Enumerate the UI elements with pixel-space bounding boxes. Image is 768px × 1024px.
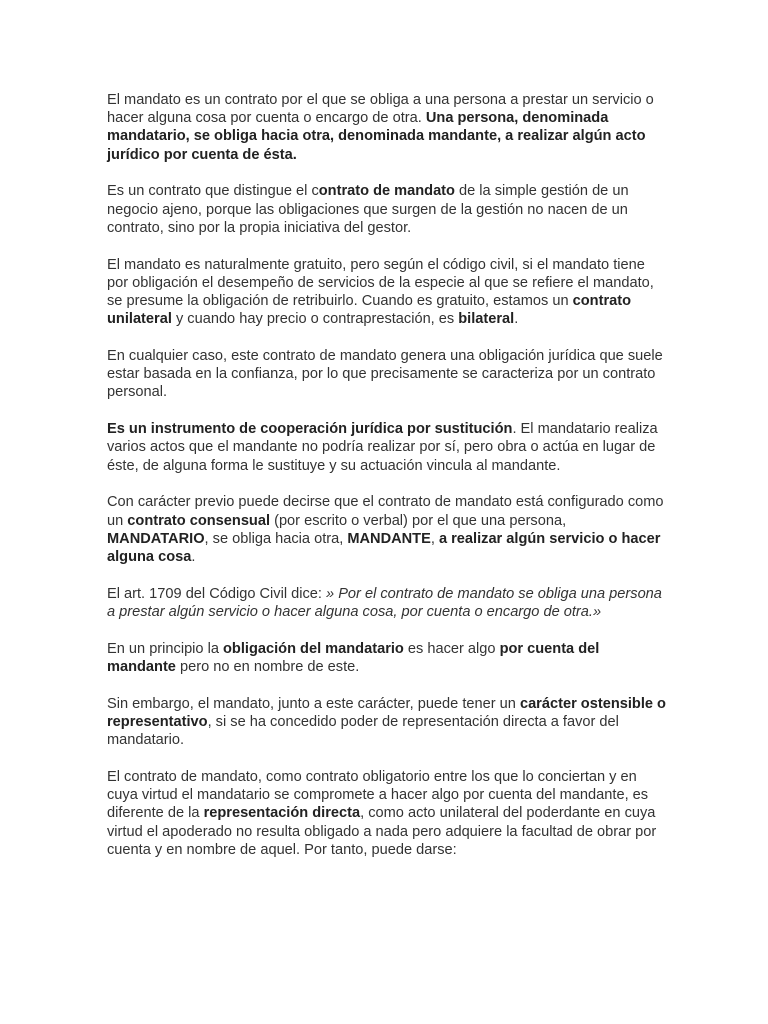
text-run: de la simple gestión de un negocio ajeno, porque las obligaciones que surgen de la gestión no nacen de un contrato, sino por la propia iniciativa del gestor.: [107, 183, 629, 236]
bold-run: obligación del mandatario: [223, 640, 404, 657]
bold-run: por cuenta del mandante: [107, 640, 600, 676]
paragraph-5: [107, 420, 667, 475]
paragraph-7: [107, 585, 667, 621]
text-run: y cuando hay precio o contraprestación, es: [171, 311, 459, 328]
paragraph-3: [107, 256, 667, 329]
text-run: , si se ha concedido poder de representación directa a favor del mandatario.: [107, 714, 619, 749]
text-run: El art. 1709 del Código Civil dice:: [107, 585, 327, 602]
bold-run: contrato unilateral: [107, 293, 632, 328]
paragraph-1: [107, 91, 667, 164]
text-run: .: [191, 549, 196, 566]
text-run: En cualquier caso, este contrato de mandato genera una obligación jurídica que suele estar basada en la confianza, por lo que precisamente se caracteriza por un contrato personal.: [107, 348, 663, 401]
text-run: Con carácter previo puede decirse que el contrato de mandato está configurado como un: [107, 494, 664, 529]
paragraph-9: [107, 695, 667, 750]
paragraph-10: [107, 768, 667, 859]
bold-run: carácter ostensible o representativo: [107, 695, 666, 731]
text-run: , se obliga hacia otra,: [204, 530, 348, 547]
paragraph-4: [107, 347, 667, 402]
bold-run: representación directa: [203, 805, 361, 822]
bold-run: Una persona, denominada mandatario, se obliga hacia otra, denominada mandante, a realizar algún acto jurídico por cuenta de ésta.: [107, 110, 646, 163]
paragraph-6: [107, 493, 667, 566]
text-run: ,: [430, 530, 439, 547]
text-run: (por escrito o verbal) por el que una persona,: [270, 512, 567, 529]
document-body: [107, 91, 667, 878]
text-run: . El mandatario realiza varios actos que el mandante no podría realizar por sí, pero obra o actúa en lugar de éste, de alguna forma le sustituye y su actuación vincula al mandante.: [107, 421, 658, 474]
bold-run: contrato consensual: [127, 512, 271, 529]
italic-quote-run: » Por el contrato de mandato se obliga una persona a prestar algún servicio o hacer alguna cosa, por cuenta o encargo de otra.»: [107, 585, 662, 621]
text-run: .: [514, 311, 519, 328]
text-run: Sin embargo, el mandato, junto a este carácter, puede tener un: [107, 695, 520, 712]
bold-run: ontrato de mandato: [318, 183, 455, 200]
text-run: Es un contrato que distingue el c: [107, 183, 319, 200]
text-run: es hacer algo: [403, 640, 500, 657]
bold-run: Es un instrumento de cooperación jurídica por sustitución: [107, 421, 513, 438]
bold-run: MANDANTE: [347, 530, 431, 547]
text-run: El contrato de mandato, como contrato obligatorio entre los que lo conciertan y en cuya virtud el mandatario se compromete a hacer algo por cuenta del mandante, es diferente de la: [107, 769, 649, 822]
paragraph-2: [107, 182, 667, 237]
bold-run: MANDATARIO: [107, 530, 205, 547]
text-run: En un principio la: [107, 640, 224, 657]
text-run: El mandato es naturalmente gratuito, pero según el código civil, si el mandato tiene por obligación el desempeño de servicios de la especie al que se refiere el mandato, se presume la obligación de retribuirlo. Cuando es gratuito, estamos un: [107, 256, 654, 310]
text-run: El mandato es un contrato por el que se obliga a una persona a prestar un servicio o hacer alguna cosa por cuenta o encargo de otra.: [107, 92, 654, 127]
bold-run: bilateral: [458, 311, 515, 328]
text-run: pero no en nombre de este.: [175, 659, 360, 676]
bold-run: a realizar algún servicio o hacer alguna cosa: [107, 530, 661, 566]
text-run: , como acto unilateral del poderdante en cuya virtud el apoderado no resulta obligado a nada pero adquiere la facultad de obrar por cuenta y en nombre de aquel. Por tanto, puede darse:: [107, 805, 657, 858]
paragraph-8: [107, 640, 667, 676]
